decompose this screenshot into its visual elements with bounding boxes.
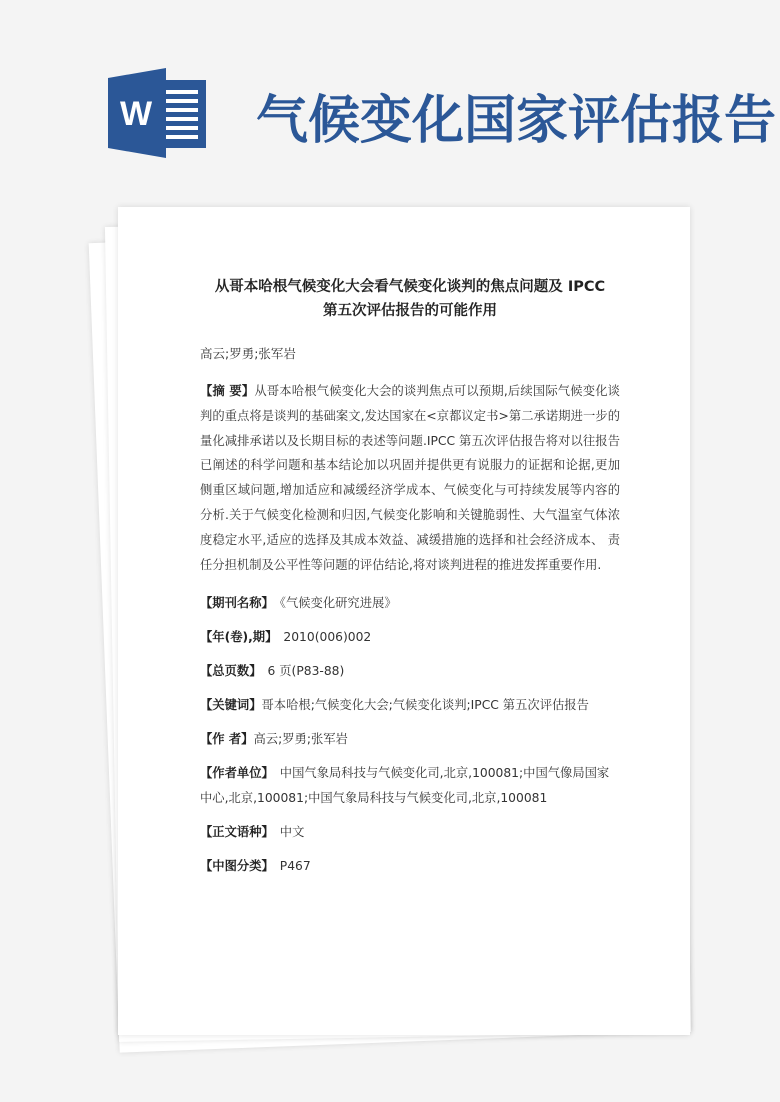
meta-journal [200, 591, 620, 616]
svg-text:W: W [119, 95, 153, 133]
meta-value: 6 页(P83-88) [267, 664, 345, 679]
word-document-icon [108, 68, 208, 158]
abstract-text: 从哥本哈根气候变化大会的谈判焦点可以预期,后续国际气候变化谈判的重点将是谈判的基础案文,发达国家在<京都议定书>第二承诺期进一步的量化减排承诺以及长期目标的表述等问题.IPCC 第五次评估报告将对以往报告已阐述的科学问题和基本结论加以巩固并提供更有说服力的证据和论据,更加侧重区域问题,增加适应和减缓经济学成本、气候变化与可持续发展等内容的分析.关于气候变化检测和归因,气候变化影响和关键脆弱性、大气温室气体浓度稳定水平,适应的选择及其成本效益、减缓措施的选择和社会经济成本、 责任分担机制及公平性等问题的评估结论,将对谈判进程的推进发挥重要作用. [200, 384, 620, 572]
meta-year-volume-issue [200, 625, 620, 650]
meta-label: 【年(卷),期】 [200, 630, 278, 645]
meta-value: 高云;罗勇;张军岩 [253, 732, 348, 747]
document-title-line-1: 从哥本哈根气候变化大会看气候变化谈判的焦点问题及 IPCC [214, 279, 606, 295]
abstract-label: 【摘 要】 [200, 384, 255, 398]
meta-language [200, 820, 620, 845]
authors: 高云;罗勇;张军岩 [200, 346, 296, 361]
meta-value: 哥本哈根;气候变化大会;气候变化谈判;IPCC 第五次评估报告 [261, 698, 589, 713]
document-title-line-2: 第五次评估报告的可能作用 [323, 303, 497, 319]
meta-label: 【总页数】 [200, 664, 262, 679]
meta-value: 2010(006)002 [283, 630, 372, 645]
meta-label: 【中图分类】 [200, 859, 274, 874]
meta-value: 《气候变化研究进展》 [279, 596, 397, 611]
meta-keywords [200, 693, 620, 718]
meta-page-count [200, 659, 620, 684]
meta-authors [200, 727, 620, 752]
meta-label: 【关键词】 [200, 698, 262, 713]
meta-label: 【作 者】 [200, 732, 254, 747]
meta-label: 【正文语种】 [200, 825, 274, 840]
meta-label: 【作者单位】 [200, 766, 274, 781]
meta-affiliation [200, 761, 620, 811]
document-page [118, 207, 690, 1035]
meta-label: 【期刊名称】 [200, 596, 274, 611]
meta-value: P467 [279, 859, 311, 874]
meta-value: 中国气象局科技与气候变化司,北京,100081;中国气像局国家中心,北京,100081;中国气象局科技与气候变化司,北京,100081 [200, 766, 610, 806]
meta-value: 中文 [279, 825, 305, 840]
banner-title: 气候变化国家评估报告 [256, 90, 777, 151]
abstract [200, 379, 620, 577]
document-title [200, 275, 620, 323]
meta-classification [200, 854, 620, 879]
